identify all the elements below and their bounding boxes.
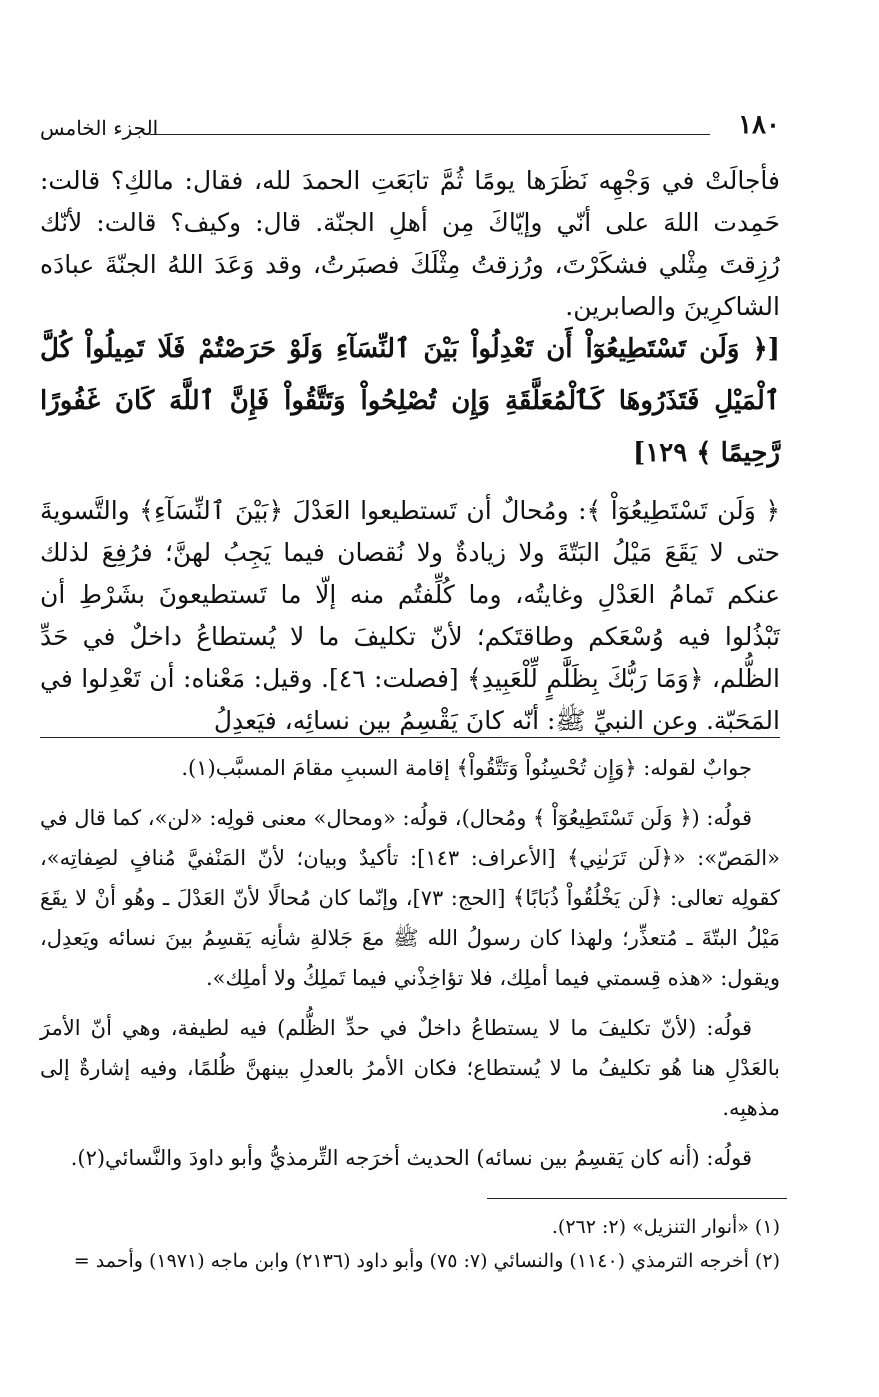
footnotes xyxy=(40,1210,780,1278)
part-title: الجزء الخامس xyxy=(40,116,159,140)
main-divider xyxy=(40,737,780,738)
main-text-tafsir xyxy=(40,490,780,742)
commentary-section xyxy=(40,748,780,1188)
commentary-paragraph: قولُه: (أنه كان يَقسِمُ بين نسائه) الحديث أخرَجه التِّرمذيُّ وأبو داودَ والنَّسائي(٢). xyxy=(70,1146,752,1170)
page-header xyxy=(40,110,780,144)
footnote: (١) «أنوار التنزيل» (٢: ٢٦٢). xyxy=(551,1216,780,1238)
main-text-intro xyxy=(40,160,780,328)
commentary-paragraph: جوابٌ لقوله: ﴿وَإِن تُحْسِنُواْ وَتَتَّقُواْ﴾ إقامة السببِ مقامَ المسبَّب(١). xyxy=(181,756,752,780)
header-divider xyxy=(150,134,710,135)
page-number: ١٨٠ xyxy=(738,110,780,140)
commentary-paragraph: قولُه: (لأنّ تكليفَ ما لا يستطاعُ داخلٌ في حدِّ الظُّلم) فيه لطيفة، وهي أنّ الأمرَ بالعَدْلِ هنا هُو تكليفُ ما لا يُستطاع؛ فكان الأمرُ بالعدلِ بينهنَّ ظُلمًا، وفيه إشارةٌ إلى مذهبِه. xyxy=(40,1016,780,1120)
paragraph: ﴿ وَلَن تَسْتَطِيعُوٓاْ ﴾: ومُحالٌ أن تَستطيعوا العَدْلَ ﴿بَيْنَ ٱلنِّسَآءِ﴾ والتَّسويةَ حتى لا يَقَعَ مَيْلُ البَتّةَ ولا زيادةٌ ولا نُقصان فيما يَجِبُ لهنَّ؛ فرُفِعَ لذلك عنكم تَمامُ العَدْلِ وغايتُه، وما كُلِّفتُم منه إلّا ما تَستطيعونَ بشَرْطِ أن تَبْذُلوا فيه وُسْعَكم وطاقتَكم؛ لأنّ تكليفَ ما لا يُستطاعُ داخلٌ في حَدِّ الظُّلم، ﴿وَمَا رَبُّكَ بِظَلَّٰمٍ لِّلْعَبِيدِ﴾ [فصلت: ٤٦]. وقيل: مَعْناه: أن تَعْدِلوا في المَحَبّة. وعن النبيِّ ﷺ: أنّه كانَ يَقْسِمُ بين نسائِه، فيَعدِلُ xyxy=(40,496,780,735)
paragraph: فأجالَتْ في وَجْهِه نَظَرَها يومًا ثُمَّ تابَعَتِ الحمدَ لله، فقال: مالكِ؟ قالت: حَمِدت اللهَ على أنّي وإيّاكَ مِن أهلِ الجنّة. قال: وكيف؟ قالت: لأنّك رُزِقتَ مِثْلي فشكَرْتَ، ورُزقتُ مِثْلَكَ فصبَرتُ، وقد وَعَدَ اللهُ الجنّةَ عبادَه الشاكرِينَ والصابرين. xyxy=(40,166,780,321)
footnote-divider xyxy=(487,1198,787,1199)
quran-verse: [﴿ وَلَن تَسْتَطِيعُوٓاْ أَن تَعْدِلُواْ بَيْنَ ٱلنِّسَآءِ وَلَوْ حَرَصْتُمْ فَلَا تَمِيلُواْ كُلَّ ٱلْمَيْلِ فَتَذَرُوهَا كَٱلْمُعَلَّقَةِ وَإِن تُصْلِحُواْ وَتَتَّقُواْ فَإِنَّ ٱللَّهَ كَانَ غَفُورًا رَّحِيمًا ﴾ ١٢٩] xyxy=(40,334,780,468)
commentary-paragraph: قولُه: (﴿ وَلَن تَسْتَطِيعُوٓاْ ﴾ ومُحال)، قولُه: «ومحال» معنى قولِه: «لن»، كما قال في «المَصّ»: «﴿لَن تَرَىٰنِي﴾ [الأعراف: ١٤٣]: تأكيدٌ وبيان؛ لأنّ المَنْفيَّ مُنافٍ لصِفاتِه»، كقولِه تعالى: ﴿لَن يَخْلُقُواْ ذُبَابًا﴾ [الحج: ٧٣]، وإنّما كان مُحالًا لأنّ العَدْلَ ـ وهُو أنْ لا يقَعَ مَيْلُ البتّةَ ـ مُتعذِّر؛ ولهذا كان رسولُ الله ﷺ معَ جَلالةِ شأنِه يَقسِمُ بينَ نسائه ويَعدِل، ويقول: «هذه قِسمتي فيما أملِك، فلا تؤاخِذْني فيما تَملِكُ ولا أملِك». xyxy=(40,806,780,990)
footnote: (٢) أخرجه الترمذي (١١٤٠) والنسائي (٧: ٧٥) وأبو داود (٢١٣٦) وابن ماجه (١٩٧١) وأحمد = xyxy=(73,1250,780,1272)
